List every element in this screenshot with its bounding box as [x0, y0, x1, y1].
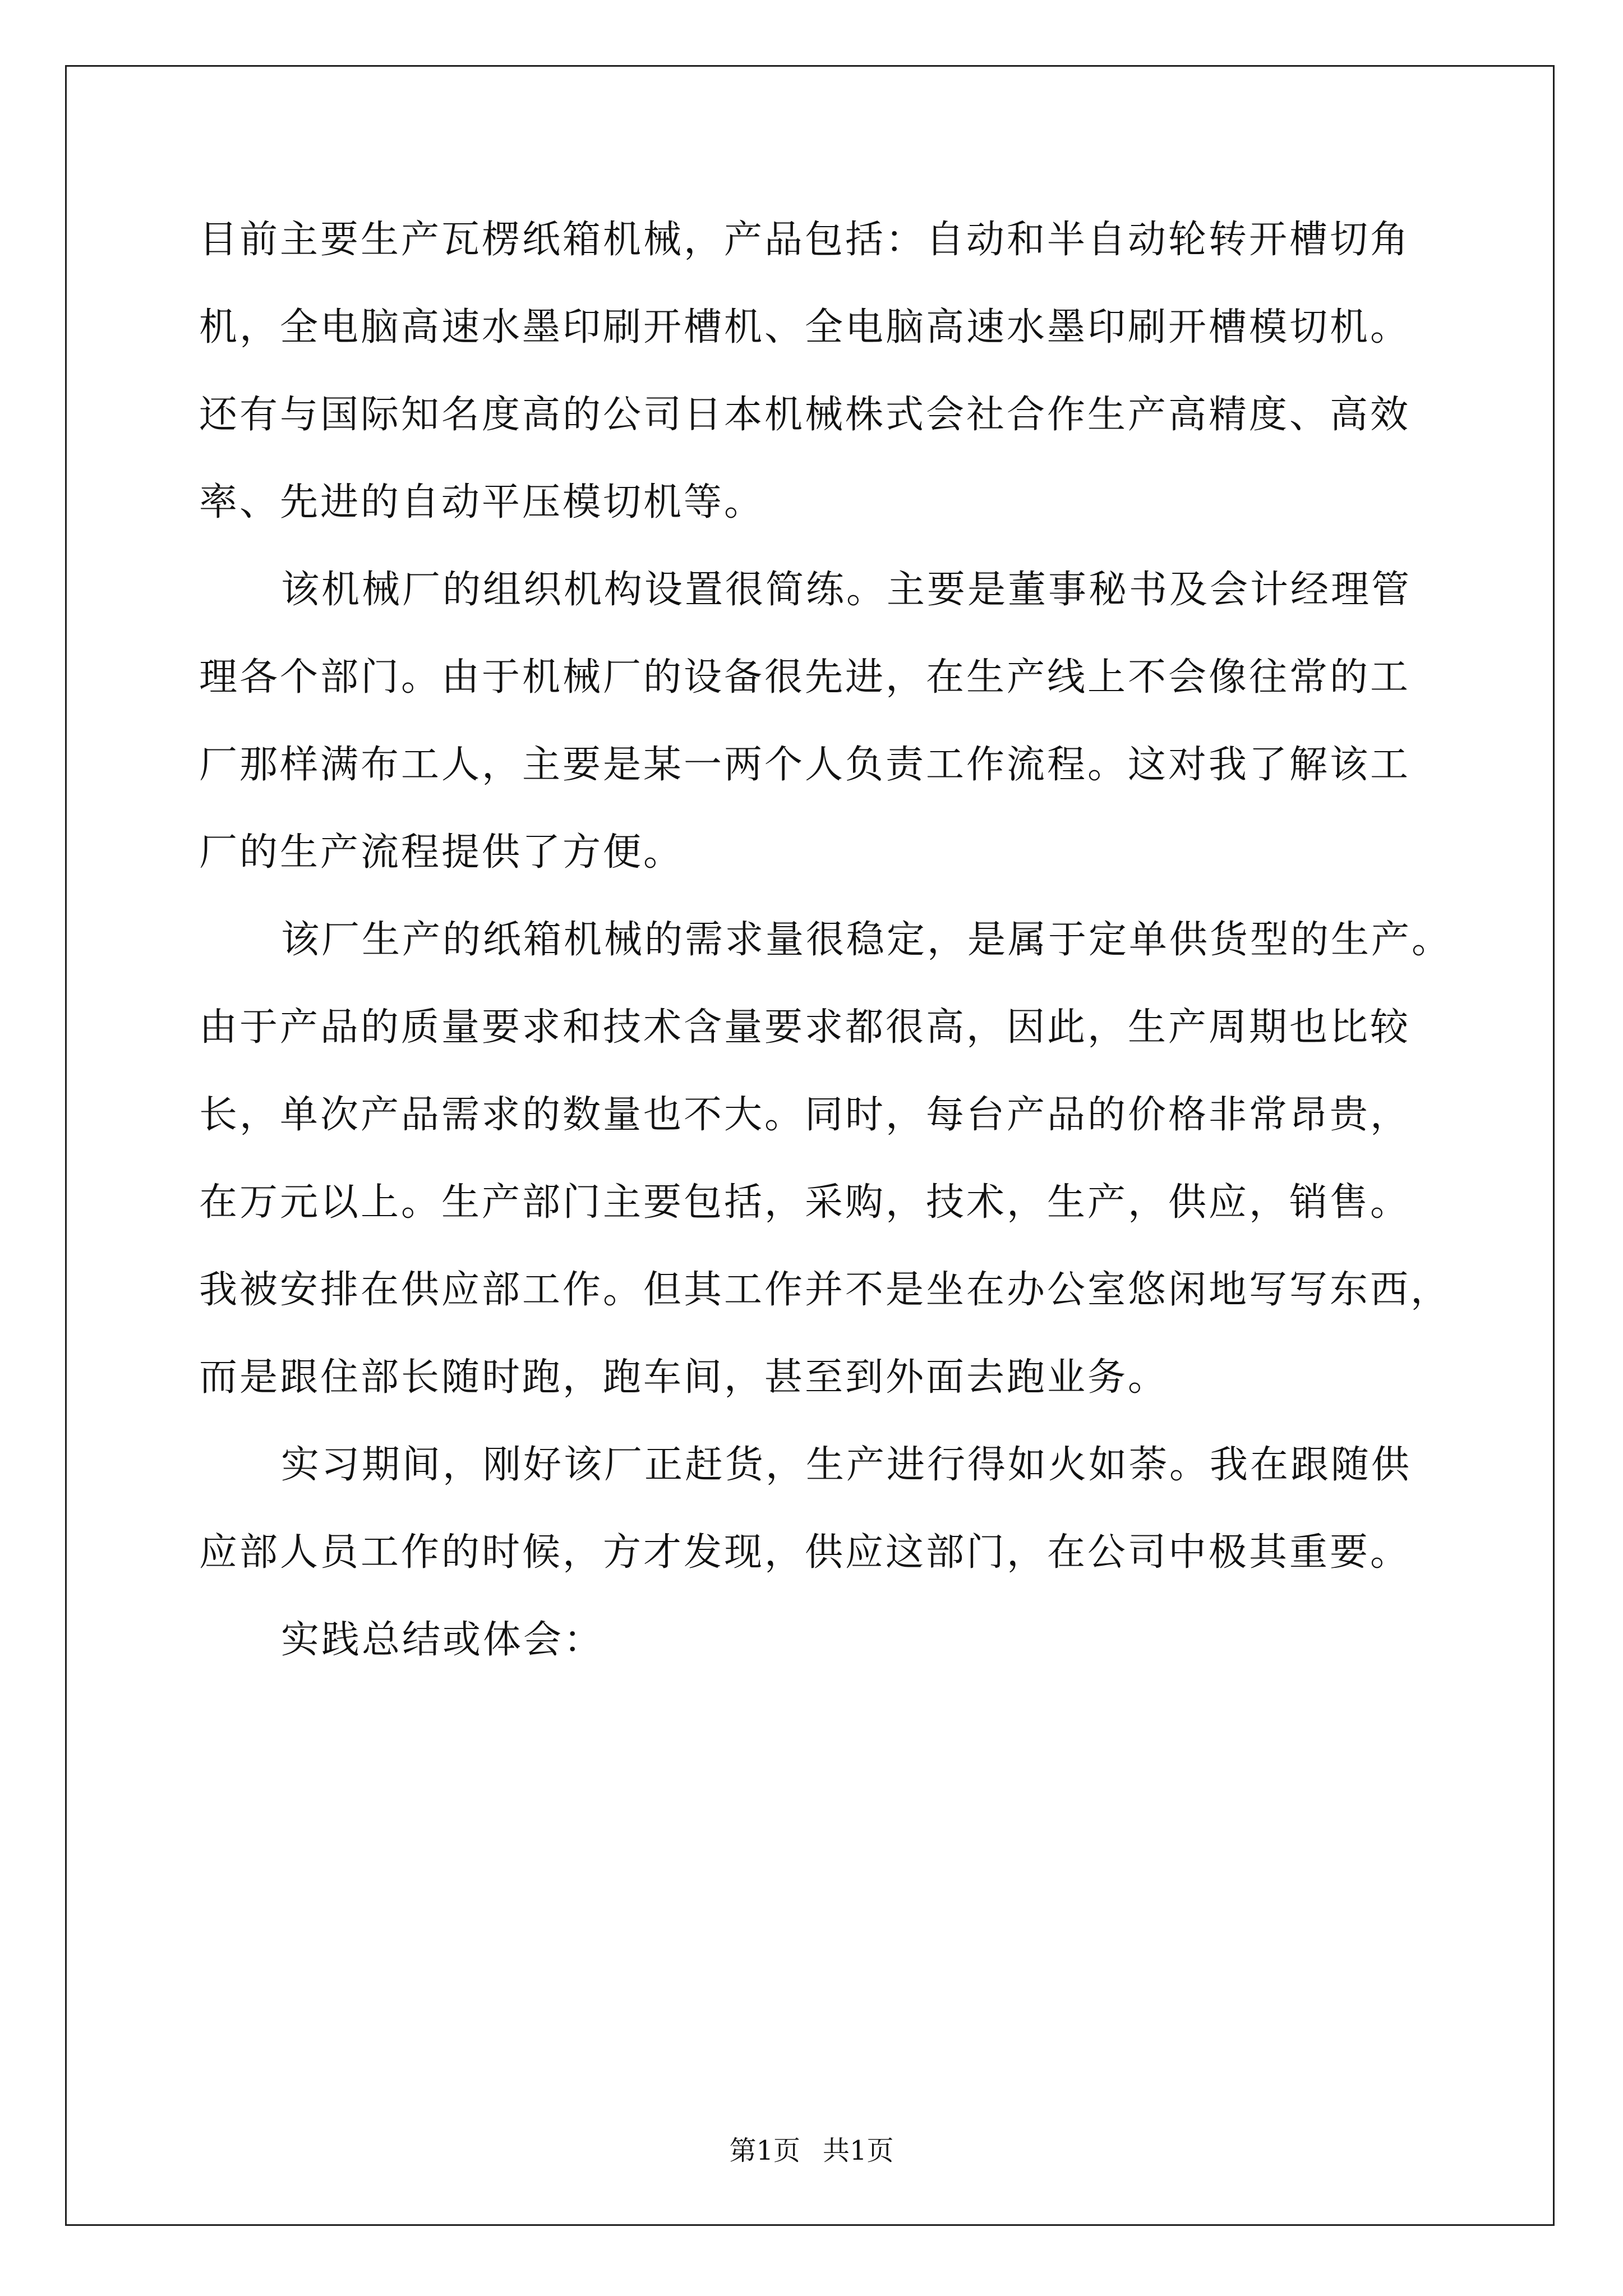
- text-line: 由于产品的质量要求和技术含量要求都很高，因此，生产周期也比较: [199, 1005, 1411, 1050]
- text-line: 我被安排在供应部工作。但其工作并不是坐在办公室悠闲地写写东西，: [199, 1268, 1451, 1312]
- text-line: 在万元以上。生产部门主要包括，采购，技术，生产，供应，销售。: [199, 1180, 1411, 1225]
- paragraph-start-line: 该机械厂的组织机构设置很简练。主要是董事秘书及会计经理管: [281, 568, 1412, 612]
- paragraph-start-line: 实习期间，刚好该厂正赶货，生产进行得如火如荼。我在跟随供: [281, 1443, 1412, 1487]
- text-line: 率、先进的自动平压模切机等。: [199, 480, 765, 524]
- text-line: 机，全电脑高速水墨印刷开槽机、全电脑高速水墨印刷开槽模切机。: [199, 305, 1411, 349]
- text-line: 理各个部门。由于机械厂的设备很先进，在生产线上不会像往常的工: [199, 655, 1411, 700]
- text-line: 而是跟住部长随时跑，跑车间，甚至到外面去跑业务。: [199, 1355, 1169, 1400]
- text-line: 厂那样满布工人，主要是某一两个人负责工作流程。这对我了解该工: [199, 743, 1411, 787]
- document-body: [199, 213, 1453, 1701]
- text-line: 应部人员工作的时候，方才发现，供应这部门，在公司中极其重要。: [199, 1530, 1411, 1575]
- page-footer: [0, 2129, 1623, 2168]
- section-heading: 实践总结或体会：: [281, 1618, 605, 1662]
- text-line: 厂的生产流程提供了方便。: [199, 830, 684, 875]
- paragraph-start-line: 该厂生产的纸箱机械的需求量很稳定，是属于定单供货型的生产。: [281, 918, 1453, 962]
- page-number: 第1页: [729, 2135, 800, 2166]
- text-line: 目前主要生产瓦楞纸箱机械，产品包括：自动和半自动轮转开槽切角: [199, 218, 1411, 262]
- text-line: 长，单次产品需求的数量也不大。同时，每台产品的价格非常昂贵，: [199, 1093, 1411, 1137]
- text-line: 还有与国际知名度高的公司日本机械株式会社合作生产高精度、高效: [199, 393, 1411, 437]
- page-total: 共1页: [823, 2135, 894, 2166]
